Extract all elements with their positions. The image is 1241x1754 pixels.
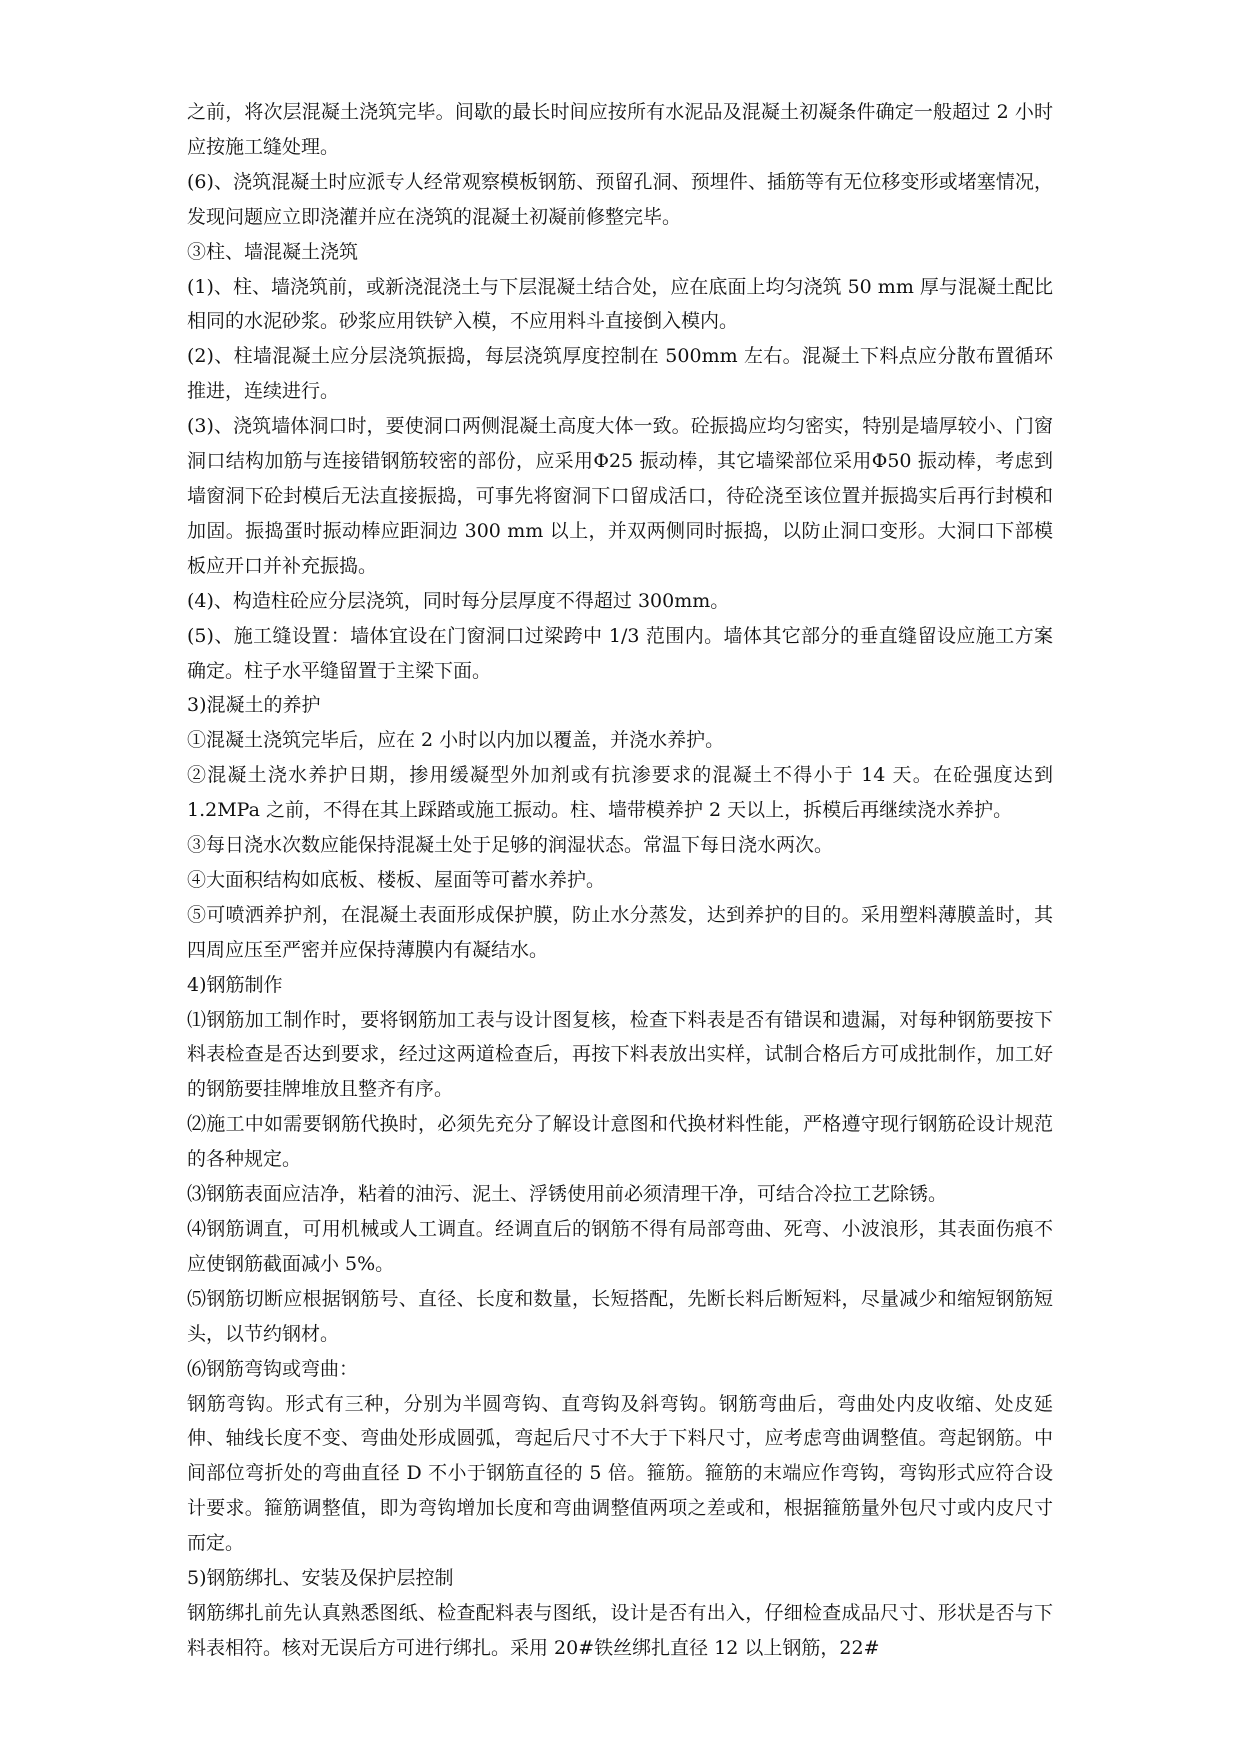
paragraph: ⑸钢筋切断应根据钢筋号、直径、长度和数量，长短搭配，先断长料后断短料，尽量减少和缩短钢筋短头，以节约钢材。 bbox=[187, 1287, 1053, 1345]
paragraph: (6)、浇筑混凝土时应派专人经常观察模板钢筋、预留孔洞、预埋件、插筋等有无位移变形或堵塞情况，发现问题应立即浇灌并应在浇筑的混凝土初凝前修整完毕。 bbox=[187, 170, 1053, 228]
paragraph: (3)、浇筑墙体洞口时，要使洞口两侧混凝土高度大体一致。砼振捣应均匀密实，特别是墙厚较小、门窗洞口结构加筋与连接错钢筋较密的部份，应采用Φ25 振动棒，其它墙梁部位采用Φ50 振动棒，考虑到墙窗洞下砼封模后无法直接振捣，可事先将窗洞下口留成活口，待砼浇至该位置并振捣实后再行封模和加固。振捣蛋时振动棒应距洞边 300 mm 以上，并双两侧同时振捣，以防止洞口变形。大洞口下部模板应开口并补充振捣。 bbox=[187, 415, 1053, 577]
paragraph: ⑹钢筋弯钩或弯曲： bbox=[187, 1357, 359, 1380]
paragraph: (2)、柱墙混凝土应分层浇筑振捣，每层浇筑厚度控制在 500mm 左右。混凝土下料点应分散布置循环推进，连续进行。 bbox=[187, 345, 1053, 403]
paragraph: 之前，将次层混凝土浇筑完毕。间歇的最长时间应按所有水泥品及混凝土初凝条件确定一般超过 2 小时应按施工缝处理。 bbox=[187, 101, 1053, 158]
paragraph: 钢筋弯钩。形式有三种，分别为半圆弯钩、直弯钩及斜弯钩。钢筋弯曲后，弯曲处内皮收缩、处皮延伸、轴线长度不变、弯曲处形成圆弧，弯起后尺寸不大于下料尺寸，应考虑弯曲调整值。弯起钢筋。中间部位弯折处的弯曲直径 D 不小于钢筋直径的 5 倍。箍筋。箍筋的末端应作弯钩，弯钩形式应符合设计要求。箍筋调整值，即为弯钩增加长度和弯曲调整值两项之差或和，根据箍筋量外包尺寸或内皮尺寸而定。 bbox=[187, 1392, 1053, 1555]
paragraph: ④大面积结构如底板、楼板、屋面等可蓄水养护。 bbox=[187, 868, 606, 891]
paragraph: (5)、施工缝设置：墙体宜设在门窗洞口过梁跨中 1/3 范围内。墙体其它部分的垂直缝留设应施工方案确定。柱子水平缝留置于主梁下面。 bbox=[187, 624, 1053, 682]
paragraph: ②混凝土浇水养护日期，掺用缓凝型外加剂或有抗渗要求的混凝土不得小于 14 天。在砼强度达到 1.2MPa 之前，不得在其上踩踏或施工振动。柱、墙带模养护 2 天以上，拆模后再继续浇水养护。 bbox=[187, 764, 1053, 822]
section-heading: ③柱、墙混凝土浇筑 bbox=[187, 240, 359, 263]
section-heading: 4)钢筋制作 bbox=[187, 973, 283, 996]
paragraph: (1)、柱、墙浇筑前，或新浇混浇土与下层混凝土结合处，应在底面上均匀浇筑 50 mm 厚与混凝土配比相同的水泥砂浆。砂浆应用铁铲入模，不应用料斗直接倒入模内。 bbox=[187, 275, 1053, 333]
section-heading: 3)混凝土的养护 bbox=[187, 694, 321, 717]
paragraph: ③每日浇水次数应能保持混凝土处于足够的润湿状态。常温下每日浇水两次。 bbox=[187, 834, 834, 857]
document-body bbox=[187, 95, 1053, 1666]
paragraph: (4)、构造柱砼应分层浇筑，同时每分层厚度不得超过 300mm。 bbox=[187, 589, 730, 612]
paragraph: 钢筋绑扎前先认真熟悉图纸、检查配料表与图纸，设计是否有出入，仔细检查成品尺寸、形状是否与下料表相符。核对无误后方可进行绑扎。采用 20#铁丝绑扎直径 12 以上钢筋，22# bbox=[187, 1601, 1053, 1659]
paragraph: ⑶钢筋表面应洁净，粘着的油污、泥土、浮锈使用前必须清理干净，可结合冷拉工艺除锈。 bbox=[187, 1183, 948, 1206]
paragraph: ⑵施工中如需要钢筋代换时，必须先充分了解设计意图和代换材料性能，严格遵守现行钢筋砼设计规范的各种规定。 bbox=[187, 1113, 1053, 1171]
paragraph: ⑷钢筋调直，可用机械或人工调直。经调直后的钢筋不得有局部弯曲、死弯、小波浪形，其表面伤痕不应使钢筋截面减小 5%。 bbox=[187, 1218, 1053, 1275]
section-heading: 5)钢筋绑扎、安装及保护层控制 bbox=[187, 1567, 454, 1590]
paragraph: ⑤可喷洒养护剂，在混凝土表面形成保护膜，防止水分蒸发，达到养护的目的。采用塑料薄膜盖时，其四周应压至严密并应保持薄膜内有凝结水。 bbox=[187, 903, 1053, 961]
paragraph: ⑴钢筋加工制作时，要将钢筋加工表与设计图复核，检查下料表是否有错误和遗漏，对每种钢筋要按下料表检查是否达到要求，经过这两道检查后，再按下料表放出实样，试制合格后方可成批制作，加工好的钢筋要挂牌堆放且整齐有序。 bbox=[187, 1008, 1053, 1101]
paragraph: ①混凝土浇筑完毕后，应在 2 小时以内加以覆盖，并浇水养护。 bbox=[187, 729, 725, 752]
